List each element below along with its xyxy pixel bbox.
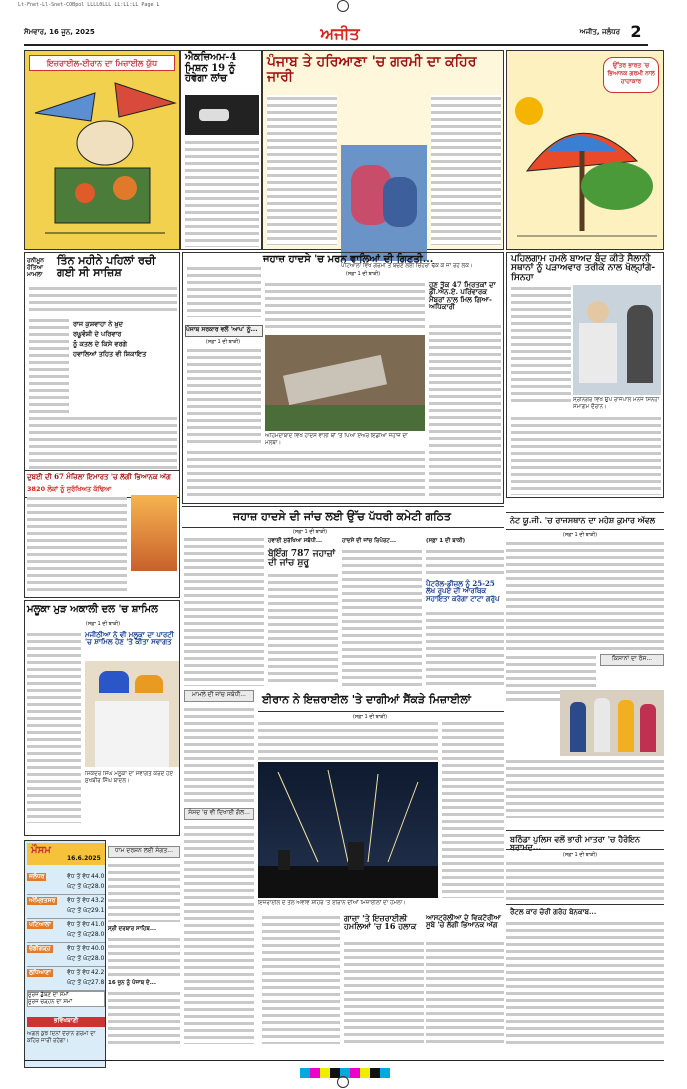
iran-headline-bar bbox=[258, 690, 504, 712]
akali-story bbox=[24, 600, 180, 836]
crash-body-col2 bbox=[265, 281, 425, 331]
lead-photo bbox=[341, 145, 427, 261]
crash-body-col1 bbox=[187, 347, 261, 443]
more-body-1 bbox=[184, 706, 254, 806]
school-photo bbox=[560, 690, 664, 756]
cartoon-missile-war bbox=[24, 50, 180, 250]
iran-photo bbox=[258, 762, 438, 898]
neet-headline: ਨੇਟ ਯੂ.ਜੀ. 'ਚ ਰਾਜਸਥਾਨ ਦਾ ਮਹੇਸ਼ ਕੁਮਾਰ ਅੱਵਲ bbox=[510, 515, 656, 525]
cartoon-illustration bbox=[25, 73, 180, 250]
crash-story bbox=[182, 252, 504, 504]
kisan-label: ਕਿਸਾਨਾਂ ਦਾ ਰੋਸ... bbox=[600, 654, 664, 666]
dubai-story bbox=[24, 470, 180, 598]
centre-kicker: ਹਾਦਸੇ ਦੀ ਜਾਂਚ ਰਿਪੋਰਟ... bbox=[342, 538, 397, 544]
axiom-story bbox=[180, 50, 262, 250]
weather-header bbox=[27, 843, 105, 865]
punjab-byline: (ਸਫ਼ਾ 1 ਦੀ ਬਾਕੀ) bbox=[205, 339, 241, 345]
darbar-kicker: ਸ੍ਰੀ ਦਰਬਾਰ ਸਾਹਿਬ... bbox=[108, 926, 157, 932]
weather-row: ਚੰਡੀਗੜ੍ਹ ਵੱਧ ਤੋਂ ਵੱਧ ਘੱਟ ਤੋਂ ਘੱਟ 40.0 28.0 bbox=[27, 943, 105, 967]
crash-byline: (ਸਫ਼ਾ 1 ਦੀ ਬਾਕੀ) bbox=[345, 271, 381, 277]
conspiracy-highlights bbox=[73, 319, 177, 399]
registration-mark bbox=[337, 0, 349, 12]
weather-table bbox=[27, 871, 105, 991]
iran-body-top bbox=[258, 720, 438, 760]
june16-body bbox=[108, 990, 180, 1044]
highlight-item: ਹਵਾਲਿਆਂ ਤਹਿਤ ਵੀ ਸ਼ਿਕਾਇਤ bbox=[73, 350, 147, 358]
conspiracy-body-top bbox=[29, 285, 177, 315]
sinha-photo bbox=[573, 285, 661, 395]
highlight-item: ਰਾਜ ਕੁਸ਼ਵਾਹਾ ਨੇ ਖ਼ੁਦ bbox=[73, 320, 123, 328]
dubai-body bbox=[27, 495, 127, 593]
petrol-body-top bbox=[426, 548, 504, 576]
sinha-photo-caption: ਸ੍ਰੀਨਗਰ ਵਿਖੇ ਉਪ ਰਾਜਪਾਲ ਮਨੋਜ ਸਿਨਹਾ ਸਮਾਗਮ ਦੌਰਾਨ। bbox=[573, 397, 660, 410]
crash-photo bbox=[265, 335, 425, 431]
weather-row: ਜਲੰਧਰ ਵੱਧ ਤੋਂ ਵੱਧ ਘੱਟ ਤੋਂ ਘੱਟ 44.0 28.0 bbox=[27, 871, 105, 895]
crash-body-col3 bbox=[429, 323, 501, 499]
weather-row: ਲੁਧਿਆਣਾ ਵੱਧ ਤੋਂ ਵੱਧ ਘੱਟ ਤੋਂ ਘੱਟ 42.2 27.8 bbox=[27, 967, 105, 991]
cartoon-bubble: ਉੱਤਰ ਭਾਰਤ 'ਚ ਭਿਆਨਕ ਗਰਮੀ ਨਾਲ ਹਾਹਾਕਾਰ bbox=[603, 57, 659, 93]
dubai-sub: 3820 ਲੋਕਾਂ ਨੂੰ ਸੁਰੱਖਿਅਤ ਕੱਢਿਆ bbox=[27, 485, 112, 493]
rental-headline: ਰੈਂਟਲ ਕਾਰ ਚੋਰੀ ਗਰੋਹ ਬੇਨਕਾਬ... bbox=[510, 907, 597, 916]
crash-sidehead: ਹੁਣ ਤੱਕ 47 ਮ੍ਰਿਤਕਾਂ ਦਾ ਡੀ.ਐਨ.ਏ. ਪਰਿਵਾਰਕ ਮੈਂਬਰਾਂ ਨਾਲ ਮਿਲ ਗਿਆ-ਅਧਿਕਾਰੀ bbox=[429, 280, 496, 312]
more-body-2 bbox=[184, 824, 254, 1044]
forecast-label: ਭਵਿੱਖਬਾਣੀ bbox=[27, 1017, 105, 1027]
forecast-text: ਅਗਲੇ ਕੁਝ ਦਿਨਾਂ ਦੌਰਾਨ ਗਰਮੀ ਦਾ ਕਹਿਰ ਜਾਰੀ ਰਹੇਗਾ। bbox=[27, 1031, 96, 1044]
edition-label: ਅਜੀਤ, ਜਲੰਧਰ bbox=[579, 28, 620, 36]
akali-headline: ਮਲੂਕਾ ਮੁੜ ਅਕਾਲੀ ਦਲ 'ਚ ਸ਼ਾਮਿਲ bbox=[27, 604, 158, 615]
cartoon-title: ਇਜ਼ਰਾਈਲ-ਈਰਾਨ ਦਾ ਮਿਜ਼ਾਈਲ ਯੁੱਧ bbox=[29, 55, 175, 71]
umbrella-tree-illustration bbox=[507, 81, 664, 250]
crash-headline: ਜਹਾਜ਼ ਹਾਦਸੇ 'ਚ ਮਰਨ ਵਾਲਿਆਂ ਦੀ ਗਿਣਤੀ... bbox=[263, 254, 434, 265]
sinha-headline: ਪਹਿਲਗਾਮ ਹਮਲੇ ਬਾਅਦ ਬੰਦ ਕੀਤੇ ਸੈਲਾਨੀ ਸਥਾਨਾਂ ਨੂੰ ਪੜਾਅਵਾਰ ਤਰੀਕੇ ਨਾਲ ਖੋਲ੍ਹਾਂਗੇ-ਸਿਨਹਾ bbox=[511, 254, 656, 283]
lead-headline: ਪੰਜਾਬ ਤੇ ਹਰਿਆਣਾ 'ਚ ਗਰਮੀ ਦਾ ਕਹਿਰ ਜਾਰੀ bbox=[267, 54, 477, 85]
header-rule bbox=[24, 44, 648, 46]
bathinda-byline: (ਸਫ਼ਾ 1 ਦੀ ਬਾਕੀ) bbox=[562, 852, 598, 858]
dham-body bbox=[108, 862, 180, 922]
highlight-item: ਨੂੰ ਕਤਲ ਦੇ ਕਿਸੇ ਵਰਗੇ bbox=[73, 340, 128, 348]
akali-byline: (ਸਫ਼ਾ 1 ਦੀ ਬਾਕੀ) bbox=[85, 621, 121, 627]
neet-body bbox=[506, 540, 664, 652]
australia-headline: ਆਸਟ੍ਰੇਲੀਆ ਦੇ ਵਿਕਟੋਰੀਆ ਸੂਬੇ 'ਚ ਲੱਗੀ ਭਿਆਨਕ ਅੱਗ bbox=[426, 913, 502, 930]
gaza-headline: ਗਾਜ਼ਾ 'ਤੇ ਇਜ਼ਰਾਈਲੀ ਹਮਲਿਆਂ 'ਚ 16 ਹਲਾਕ bbox=[344, 913, 417, 932]
dubai-photo bbox=[131, 495, 177, 571]
cartoon-heatwave bbox=[506, 50, 664, 250]
crash-photo-caption: ਅਹਿਮਦਾਬਾਦ ਵਿਖੇ ਹਾਦਸੇ ਵਾਲੀ ਥਾਂ 'ਤੇ ਪਿਆ ਏਅਰ ਇੰਡੀਆ ਜਹਾਜ਼ ਦਾ ਮਲਬਾ। bbox=[265, 433, 408, 446]
centre-body bbox=[342, 548, 422, 686]
probe-headline-bar bbox=[182, 506, 504, 528]
more-box-2: ਸੰਸਦ 'ਚ ਵੀ ਦਿਖਾਈ ਗੱਲ... bbox=[184, 808, 254, 820]
bathinda-headline: ਬਠਿੰਡਾ ਪੁਲਿਸ ਵਲੋਂ ਭਾਰੀ ਮਾਤਰਾ 'ਚ ਹੈਰੋਇਨ ਬਰਾਮਦ... bbox=[510, 834, 641, 853]
punjab-subhead: ਪੰਜਾਬ ਸਰਕਾਰ ਵਲੋਂ 'ਆਪ' ਨੂੰ... bbox=[185, 325, 263, 337]
issue-date: ਸੋਮਵਾਰ, 16 ਜੂਨ, 2025 bbox=[24, 28, 95, 36]
crash-body-bottom bbox=[187, 449, 425, 499]
boeing-headline: ਬੋਇੰਗ 787 ਜਹਾਜ਼ਾਂ ਦੀ ਜਾਂਚ ਸ਼ੁਰੂ bbox=[268, 549, 336, 569]
lead-photo-caption: ਪਟਿਆਲਾ ਵਿਖੇ ਗਰਮੀ ਤੋਂ ਬਚਣ ਲਈ ਚਿਹਰਾ ਢੱਕ ਕੇ ਜਾ ਰਹੇ ਲੋਕ। bbox=[341, 263, 473, 269]
registration-mark-bottom bbox=[337, 1076, 349, 1088]
akali-body bbox=[27, 631, 81, 823]
footer-rule bbox=[24, 1060, 664, 1061]
page-number: 2 bbox=[630, 22, 642, 41]
akali-sub: ਮਜੀਠੀਆ ਨੇ ਵੀ ਮਲੂਕਾ ਦਾ ਪਾਰਟੀ 'ਚ ਸ਼ਾਮਿਲ ਹੋਣ 'ਤੇ ਕੀਤਾ ਸਵਾਗਤ bbox=[85, 630, 174, 647]
akali-photo bbox=[85, 661, 179, 767]
column-kicker-1: (ਸਫ਼ਾ 1 ਦੀ ਬਾਕੀ) bbox=[426, 538, 466, 544]
iran-byline: (ਸਫ਼ਾ 1 ਦੀ ਬਾਕੀ) bbox=[352, 714, 388, 720]
conspiracy-story bbox=[24, 252, 180, 498]
crash-body-lead bbox=[187, 265, 261, 317]
bathinda-body bbox=[506, 860, 664, 902]
axiom-body bbox=[185, 139, 259, 247]
lead-body-col1 bbox=[267, 95, 337, 245]
iran-body-side bbox=[442, 720, 504, 898]
axiom-headline: ਐਕਜ਼ਿਅਮ-4 ਮਿਸ਼ਨ 19 ਨੂੰ ਹੋਵੇਗਾ ਲਾਂਚ bbox=[185, 52, 237, 84]
masthead: ਅਜੀਤ bbox=[320, 24, 360, 43]
weather-title: ਮੌਸਮ bbox=[31, 845, 51, 856]
iran-headline: ਈਰਾਨ ਨੇ ਇਜ਼ਰਾਈਲ 'ਤੇ ਦਾਗੀਆਂ ਸੈਂਕੜੇ ਮਿਜ਼ਾਈਲਾਂ bbox=[262, 693, 471, 706]
print-slug: Lt-Fnet-Ll-Snet-COBpol LLLL0LLL LL:LL:LL Page L bbox=[18, 2, 160, 8]
sinha-body-bottom bbox=[511, 415, 661, 495]
sun-times: ਸੂਰਜ ਡੁੱਬਣ ਦਾ ਸਮਾਂ ਸੂਰਜ ਚੜ੍ਹਨ ਦਾ ਸਮਾਂ bbox=[27, 991, 105, 1007]
weather-box bbox=[24, 840, 106, 1068]
darbar-body bbox=[108, 936, 180, 976]
lead-body-col2 bbox=[431, 95, 501, 245]
conspiracy-kicker: ਹਨੀਮੂਨ ਹੱਤਿਆ ਮਾਮਲਾ bbox=[27, 257, 44, 278]
rental-headline-bar bbox=[506, 904, 664, 918]
iran-body-bottom bbox=[262, 914, 340, 1044]
june16-kicker: 16 ਜੂਨ ਨੂੰ ਪੰਜਾਬ ਦੇ... bbox=[108, 980, 156, 986]
petrol-headline: ਪੈਟਰੋਲ-ਡੀਜ਼ਲ ਨੂੰ 25-25 ਲੱਖ ਰੁਪਏ ਦੀ ਆਰਥਿਕ ਸਹਾਇਤਾ ਕਰੇਗਾ ਟਾਟਾ ਗਰੁੱਪ bbox=[426, 579, 500, 603]
australia-body bbox=[426, 940, 504, 1044]
boeing-kicker: ਹਵਾਈ ਸੁਰੱਖਿਆ ਸਬੰਧੀ... bbox=[268, 538, 323, 544]
petrol-body bbox=[426, 610, 504, 686]
dubai-headline: ਦੁਬਈ ਦੀ 67 ਮੰਜ਼ਿਲਾ ਇਮਾਰਤ 'ਚ ਲੱਗੀ ਭਿਆਨਕ ਅੱਗ bbox=[27, 472, 171, 481]
highlight-item: ਰਘੂਵੰਸ਼ੀ ਦੇ ਪਰਿਵਾਰ bbox=[73, 330, 122, 338]
boeing-body bbox=[268, 572, 338, 686]
gaza-body bbox=[344, 940, 424, 1044]
sinha-body-col1 bbox=[511, 285, 571, 405]
bathinda-headline-bar bbox=[506, 830, 664, 853]
sinha-story bbox=[506, 252, 664, 498]
neet-headline-bar bbox=[506, 512, 664, 530]
weather-date: 16.6.2025 bbox=[67, 855, 101, 862]
missile-trails-illustration bbox=[258, 762, 438, 898]
axiom-photo bbox=[185, 95, 259, 135]
school-body bbox=[506, 758, 664, 818]
rental-body bbox=[506, 920, 664, 1044]
conspiracy-body-left bbox=[29, 317, 69, 413]
dham-label: ਧਾਮ ਦਰਸ਼ਨ ਲਈ ਸੰਗਤ... bbox=[108, 846, 180, 858]
conspiracy-headline: ਤਿੰਨ ਮਹੀਨੇ ਪਹਿਲਾਂ ਰਚੀ ਗਈ ਸੀ ਸਾਜ਼ਿਸ਼ bbox=[57, 254, 156, 279]
neet-byline: (ਸਫ਼ਾ 1 ਦੀ ਬਾਕੀ) bbox=[562, 532, 598, 538]
weather-row: ਅੰਮ੍ਰਿਤਸਰ ਵੱਧ ਤੋਂ ਵੱਧ ਘੱਟ ਤੋਂ ਘੱਟ 43.2 29.1 bbox=[27, 895, 105, 919]
probe-headline: ਜਹਾਜ਼ ਹਾਦਸੇ ਦੀ ਜਾਂਚ ਲਈ ਉੱਚ ਪੱਧਰੀ ਕਮੇਟੀ ਗਠਿਤ bbox=[233, 510, 451, 523]
iran-photo-caption: ਇਜ਼ਰਾਈਲ ਦੇ ਤੇਲ ਅਵੀਵ ਸ਼ਹਿਰ 'ਤੇ ਈਰਾਨ ਦੀਆਂ ਮਿਜ਼ਾਈਲਾਂ ਦਾ ਹਮਲਾ। bbox=[258, 900, 407, 906]
more-box-1: ਮਾਮਲੇ ਦੀ ਜਾਂਚ ਸਬੰਧੀ... bbox=[184, 690, 254, 702]
weather-row: ਪਟਿਆਲਾ ਵੱਧ ਤੋਂ ਵੱਧ ਘੱਟ ਤੋਂ ਘੱਟ 41.0 28.0 bbox=[27, 919, 105, 943]
probe-body-col1 bbox=[184, 536, 264, 686]
probe-byline: (ਸਫ਼ਾ 1 ਦੀ ਬਾਕੀ) bbox=[292, 529, 328, 535]
conspiracy-body-bottom bbox=[29, 415, 177, 469]
akali-photo-caption: ਸਿਕੰਦਰ ਸਿੰਘ ਮਲੂਕਾ ਦਾ ਸਵਾਗਤ ਕਰਦੇ ਹੋਏ ਸੁਖਬੀਰ ਸਿੰਘ ਬਾਦਲ। bbox=[85, 771, 173, 784]
